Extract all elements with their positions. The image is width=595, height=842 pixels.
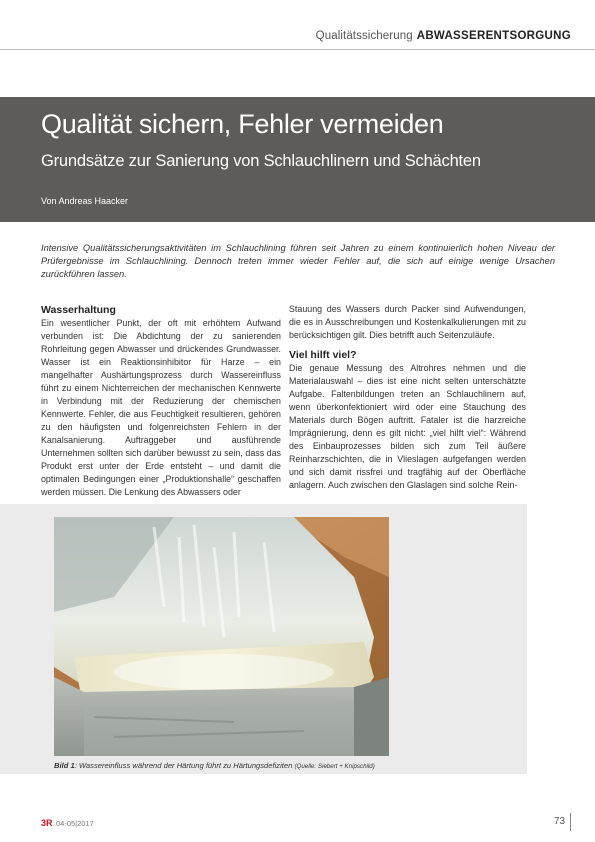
- page-number: 73: [554, 816, 566, 827]
- article-author: Von Andreas Haacker: [41, 196, 129, 206]
- figure-source: (Quelle: Siebert + Knipschild): [294, 763, 375, 770]
- running-header: [316, 30, 571, 42]
- figure-caption-text: : Wassereinfluss während der Härtung führt zu Härtungsdefiziten: [74, 761, 293, 770]
- section-heading-viel-hilft-viel: Viel hilft viel?: [289, 349, 357, 361]
- article-title: Qualität sichern, Fehler vermeiden: [41, 109, 444, 139]
- issue-number: 04-05|2017: [56, 819, 94, 828]
- figure-label: Bild 1: [54, 761, 75, 770]
- header-section: Qualitätssicherung: [315, 30, 413, 42]
- section-heading-wasserhaltung: Wasserhaltung: [41, 304, 116, 316]
- column-left-text: Ein wesentlicher Punkt, der oft mit erhöhtem Aufwand verbunden ist: Die Abdichtung der zu sanierenden Rohrleitung gegen Abwasser und drückendes Grundwasser. Wasser ist ein Reaktionsinhibitor für Harze – ein mangelhafter Aushärtungsprozess durch Wassereinfluss führt zu einem Nichterreichen der mechanischen Kennwerte in Verbindung mit der Reduzierung der chemischen Kennwerte. Fehler, die aus Feuchtigkeit resultieren, gehören zu den häufigsten und folgenreichsten Fehlern in der Kanalsanierung. Auftraggeber und ausführende Unternehmen sollten sich darüber bewusst zu sein, dass das Produkt erst unter der Erde entsteht – und damit die optimalen Bedingungen einer „Produktionshalle“ geschaffen werden müssen. Die Lenkung des Abwassers oder: [41, 318, 281, 497]
- column-right-intro: Stauung des Wassers durch Packer sind Aufwendungen, die es in Ausschreibungen und Kostenkalkulierungen mit zu berücksichtigen gilt. Dies betrifft auch Seitenzuläufe.: [289, 304, 526, 340]
- lead-paragraph: Intensive Qualitätssicherungsaktivitäten im Schlauchlining führen seit Jahren zu einem kontinuierlich hohen Niveau der Prüfergebnisse im Schlauchlining. Dennoch treten immer wieder Fehler auf, die sich auf einige wenige Ursachen zurückführen lassen.: [41, 243, 555, 279]
- header-topic: ABWASSERENTSORGUNG: [416, 30, 571, 42]
- magazine-logo: 3R: [41, 818, 53, 828]
- column-right-text: Die genaue Messung des Altrohres nehmen und die Materialauswahl – dies ist eine nicht selten unterschätzte Aufgabe. Faltenbildungen treten an Schlauchlinern auf, wenn überkonfektioniert wird oder eine Stauchung des Materials durch Bögen auftritt. Fataler ist die harzreiche Imprägnierung, denn es gilt nicht: „viel hilft viel“: Während des Einbauprozesses bilden sich zum Teil äußere Reinharzschichten, die in Vlieslagen aufgefangen werden und sich damit rissfrei und tragfähig auf der Oberfläche anlagern. Auch zwischen den Glaslagen sind solche Rein-: [289, 363, 526, 490]
- page-number-rule: [570, 813, 571, 831]
- column-right: [289, 303, 526, 492]
- column-left: [41, 303, 281, 499]
- title-banner: [0, 97, 595, 222]
- header-rule: [0, 49, 595, 50]
- article-subtitle: Grundsätze zur Sanierung von Schlauchlinern und Schächten: [41, 152, 481, 170]
- figure-caption: [54, 761, 375, 770]
- liner-sample-image: [54, 517, 389, 756]
- figure-photo: [54, 517, 389, 756]
